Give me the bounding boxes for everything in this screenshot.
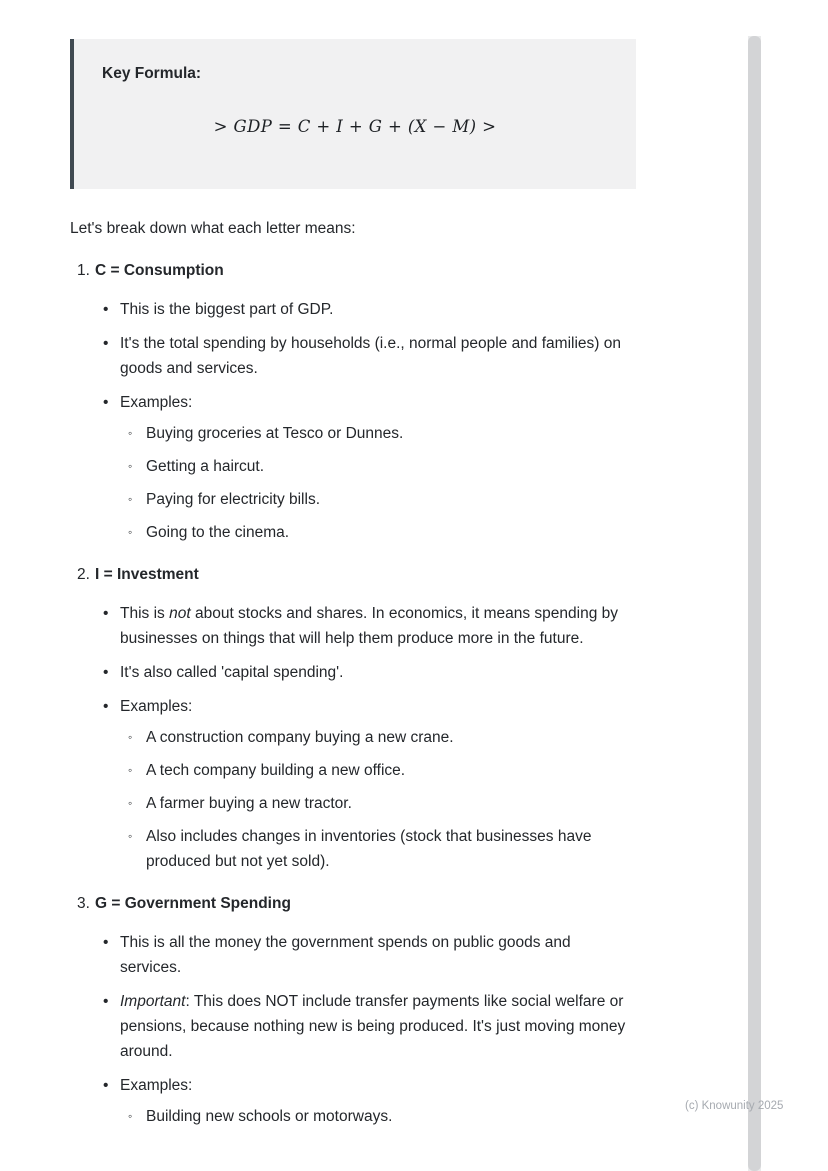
watermark: (c) Knowunity 2025 xyxy=(685,1100,784,1112)
sub-bullet-marker: ◦ xyxy=(128,829,133,843)
sub-bullet-marker: ◦ xyxy=(128,525,133,539)
scrollbar-thumb[interactable] xyxy=(748,36,761,1171)
sub-bullet-item xyxy=(128,454,403,479)
bullet-text-segment: : This does NOT include transfer payments like social welfare or pensions, because nothing new is being produced. It's just moving money around. xyxy=(120,993,626,1060)
sub-bullet-text: Getting a haircut. xyxy=(146,458,265,475)
section-title: C = Consumption xyxy=(95,262,224,279)
bullet-marker: • xyxy=(103,1077,109,1094)
sub-bullet-item xyxy=(128,487,403,512)
gdp-components-list xyxy=(70,258,636,1129)
sub-bullet-marker: ◦ xyxy=(128,459,133,473)
bullet-text xyxy=(120,930,636,980)
bullet-list xyxy=(70,297,636,545)
sub-bullet-marker: ◦ xyxy=(128,492,133,506)
intro-text: Let's break down what each letter means: xyxy=(70,220,356,237)
bullet-text xyxy=(120,601,636,651)
bullet-text-segment: It's the total spending by households (i.e., normal people and families) on goods and services. xyxy=(120,335,621,377)
bullet-text-segment: This is xyxy=(120,605,170,622)
bullet-text xyxy=(120,694,636,719)
sub-bullet-text: A farmer buying a new tractor. xyxy=(146,795,352,812)
section-heading xyxy=(70,891,636,916)
bullet-content xyxy=(120,601,636,651)
section-title: G = Government Spending xyxy=(95,895,291,912)
sub-bullet-item xyxy=(128,758,636,783)
bullet-text xyxy=(120,297,333,322)
bullet-item xyxy=(103,660,636,685)
sub-bullet-marker: ◦ xyxy=(128,730,133,744)
bullet-text-segment: Important xyxy=(120,993,186,1010)
bullet-content xyxy=(120,331,636,381)
bullet-text xyxy=(120,331,636,381)
bullet-text-segment: Examples: xyxy=(120,394,193,411)
section-heading xyxy=(70,562,636,587)
list-section xyxy=(70,891,636,1129)
key-formula-callout xyxy=(70,39,636,189)
bullet-content xyxy=(120,989,636,1064)
bullet-marker: • xyxy=(103,335,109,352)
section-number: 2. xyxy=(77,566,90,583)
sub-bullet-item xyxy=(128,791,636,816)
bullet-item xyxy=(103,601,636,651)
sub-bullet-item xyxy=(128,725,636,750)
sub-bullet-text: A construction company buying a new crane. xyxy=(146,729,454,746)
document-content xyxy=(70,39,636,1138)
bullet-content xyxy=(120,297,333,322)
sub-bullet-text: Going to the cinema. xyxy=(146,524,290,541)
bullet-content xyxy=(120,694,636,874)
list-section xyxy=(70,562,636,874)
bullet-text-segment: not xyxy=(169,605,191,622)
bullet-marker: • xyxy=(103,993,109,1010)
section-heading xyxy=(70,258,636,283)
bullet-item xyxy=(103,989,636,1064)
sub-bullet-list xyxy=(120,421,403,545)
bullet-list xyxy=(70,930,636,1129)
sub-bullet-marker: ◦ xyxy=(128,426,133,440)
bullet-text-segment: about stocks and shares. In economics, it means spending by businesses on things that will help them produce more in the future. xyxy=(120,605,619,647)
section-number: 3. xyxy=(77,895,90,912)
scrollbar-track[interactable] xyxy=(748,36,761,1171)
bullet-item xyxy=(103,694,636,874)
section-title: I = Investment xyxy=(95,566,199,583)
bullet-content xyxy=(120,390,403,545)
bullet-text xyxy=(120,660,343,685)
bullet-text xyxy=(120,1073,392,1098)
bullet-text-segment: This is all the money the government spends on public goods and services. xyxy=(120,934,571,976)
gdp-formula: > GDP = C + I + G + (X − M) > xyxy=(213,117,497,136)
sub-bullet-list xyxy=(120,1104,392,1129)
bullet-item xyxy=(103,331,636,381)
bullet-text-segment: Examples: xyxy=(120,1077,193,1094)
bullet-text-segment: This is the biggest part of GDP. xyxy=(120,301,334,318)
bullet-marker: • xyxy=(103,934,109,951)
section-number: 1. xyxy=(77,262,90,279)
sub-bullet-text: Paying for electricity bills. xyxy=(146,491,321,508)
bullet-item xyxy=(103,930,636,980)
bullet-marker: • xyxy=(103,605,109,622)
sub-bullet-item xyxy=(128,1104,392,1129)
sub-bullet-text: Buying groceries at Tesco or Dunnes. xyxy=(146,425,404,442)
bullet-marker: • xyxy=(103,698,109,715)
bullet-content xyxy=(120,1073,392,1129)
bullet-marker: • xyxy=(103,394,109,411)
sub-bullet-text: A tech company building a new office. xyxy=(146,762,406,779)
bullet-item xyxy=(103,297,636,322)
sub-bullet-marker: ◦ xyxy=(128,796,133,810)
sub-bullet-item xyxy=(128,520,403,545)
bullet-item xyxy=(103,390,636,545)
bullet-text xyxy=(120,390,403,415)
bullet-text-segment: It's also called 'capital spending'. xyxy=(120,664,344,681)
sub-bullet-marker: ◦ xyxy=(128,1109,133,1123)
sub-bullet-list xyxy=(120,725,636,874)
bullet-content xyxy=(120,660,343,685)
sub-bullet-text: Also includes changes in inventories (stock that businesses have produced but not yet sold). xyxy=(146,828,592,870)
sub-bullet-item xyxy=(128,421,403,446)
bullet-item xyxy=(103,1073,636,1129)
bullet-content xyxy=(120,930,636,980)
sub-bullet-item xyxy=(128,824,636,874)
callout-title: Key Formula: xyxy=(102,65,202,82)
bullet-marker: • xyxy=(103,301,109,318)
list-section xyxy=(70,258,636,545)
bullet-list xyxy=(70,601,636,874)
bullet-marker: • xyxy=(103,664,109,681)
sub-bullet-text: Building new schools or motorways. xyxy=(146,1108,393,1125)
sub-bullet-marker: ◦ xyxy=(128,763,133,777)
bullet-text xyxy=(120,989,636,1064)
bullet-text-segment: Examples: xyxy=(120,698,193,715)
